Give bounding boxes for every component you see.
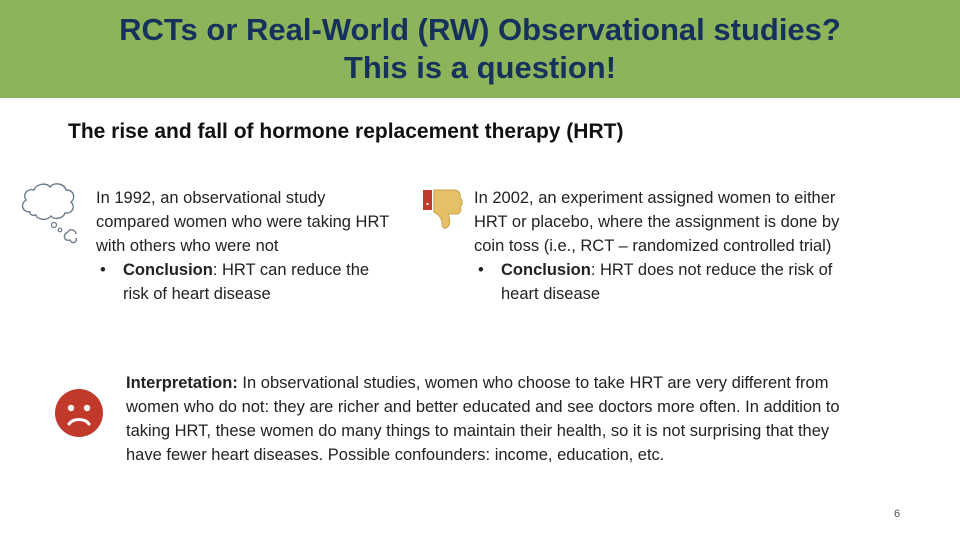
right-conclusion-bullet [474, 258, 854, 306]
right-study-column [474, 186, 854, 306]
thumbs-down-icon [420, 186, 466, 230]
slide-title-line-2: This is a question! [343, 50, 617, 85]
slide-subtitle: The rise and fall of hormone replacement therapy (HRT) [68, 120, 624, 143]
sad-face-icon [54, 388, 104, 438]
thought-cloud-icon [18, 178, 78, 250]
left-conclusion-body: : HRT can reduce the risk of heart disease [123, 261, 370, 303]
bullet-dot: • [478, 261, 484, 279]
left-conclusion-bullet [96, 258, 396, 306]
interpretation-label: Interpretation: [126, 374, 238, 392]
title-bar [0, 0, 960, 98]
page-number: 6 [894, 508, 901, 520]
left-study-column [96, 186, 396, 306]
slide-title-line-1: RCTs or Real-World (RW) Observational studies? [119, 12, 841, 47]
interpretation-text: In observational studies, women who choose to take HRT are very different from women who do not: they are richer and better educated and see doctors more often. In addition to taking HRT, these women do many things to maintain their health, so it is not surprising that they have fewer heart diseases. Possible confounders: income, education, etc. [126, 374, 840, 464]
right-conclusion-body: : HRT does not reduce the risk of heart disease [501, 261, 833, 303]
left-conclusion-label: Conclusion [123, 261, 213, 279]
left-conclusion-text [123, 258, 396, 306]
left-study-text: In 1992, an observational study compared women who were taking HRT with others who were not [96, 189, 389, 255]
bullet-dot: • [100, 261, 106, 279]
right-conclusion-label: Conclusion [501, 261, 591, 279]
right-study-text: In 2002, an experiment assigned women to either HRT or placebo, where the assignment is done by coin toss (i.e., RCT – randomized controlled trial) [474, 189, 840, 255]
interpretation-paragraph [126, 371, 846, 467]
right-conclusion-text [501, 258, 854, 306]
